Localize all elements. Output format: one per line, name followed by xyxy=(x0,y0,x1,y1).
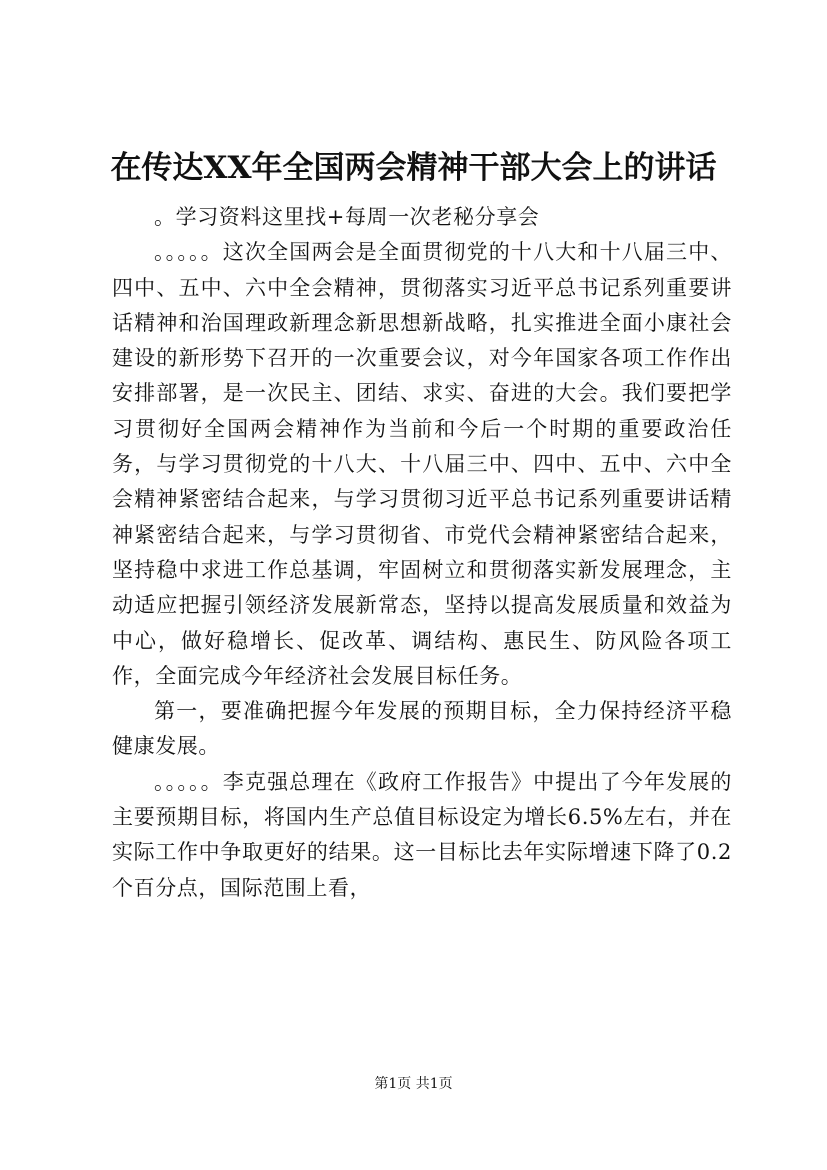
paragraph-intro: 。学习资料这里找+每周一次老秘分享会 xyxy=(154,205,540,229)
paragraph-target: 。。。。。李克强总理在《政府工作报告》中提出了今年发展的主要预期目标，将国内生产总值目标设定为增长6.5%左右，并在实际工作中争取更好的结果。这一目标比去年实际增速下降了0.2个百分点，国际范围上看， xyxy=(112,769,732,900)
paragraph-main: 。。。。。这次全国两会是全面贯彻党的十八大和十八届三中、四中、五中、六中全会精神，贯彻落实习近平总书记系列重要讲话精神和治国理政新理念新思想新战略，扎实推进全面小康社会建设的新形势下召开的一次重要会议，对今年国家各项工作作出安排部署，是一次民主、团结、求实、奋进的大会。我们要把学习贯彻好全国两会精神作为当前和今后一个时期的重要政治任务，与学习贯彻党的十八大、十八届三中、四中、五中、六中全会精神紧密结合起来，与学习贯彻习近平总书记系列重要讲话精神紧密结合起来，与学习贯彻省、市党代会精神紧密结合起来，坚持稳中求进工作总基调，牢固树立和贯彻落实新发展理念，主动适应把握引领经济发展新常态，坚持以提高发展质量和效益为中心，做好稳增长、促改革、调结构、惠民生、防风险各项工作，全面完成今年经济社会发展目标任务。 xyxy=(112,240,732,688)
paragraph-first-point: 第一，要准确把握今年发展的预期目标，全力保持经济平稳健康发展。 xyxy=(112,699,732,759)
page-footer: 第1页 共1页 xyxy=(374,1076,453,1092)
document-body xyxy=(112,200,732,906)
document-title: 在传达XX年全国两会精神干部大会上的讲话 xyxy=(110,150,717,186)
